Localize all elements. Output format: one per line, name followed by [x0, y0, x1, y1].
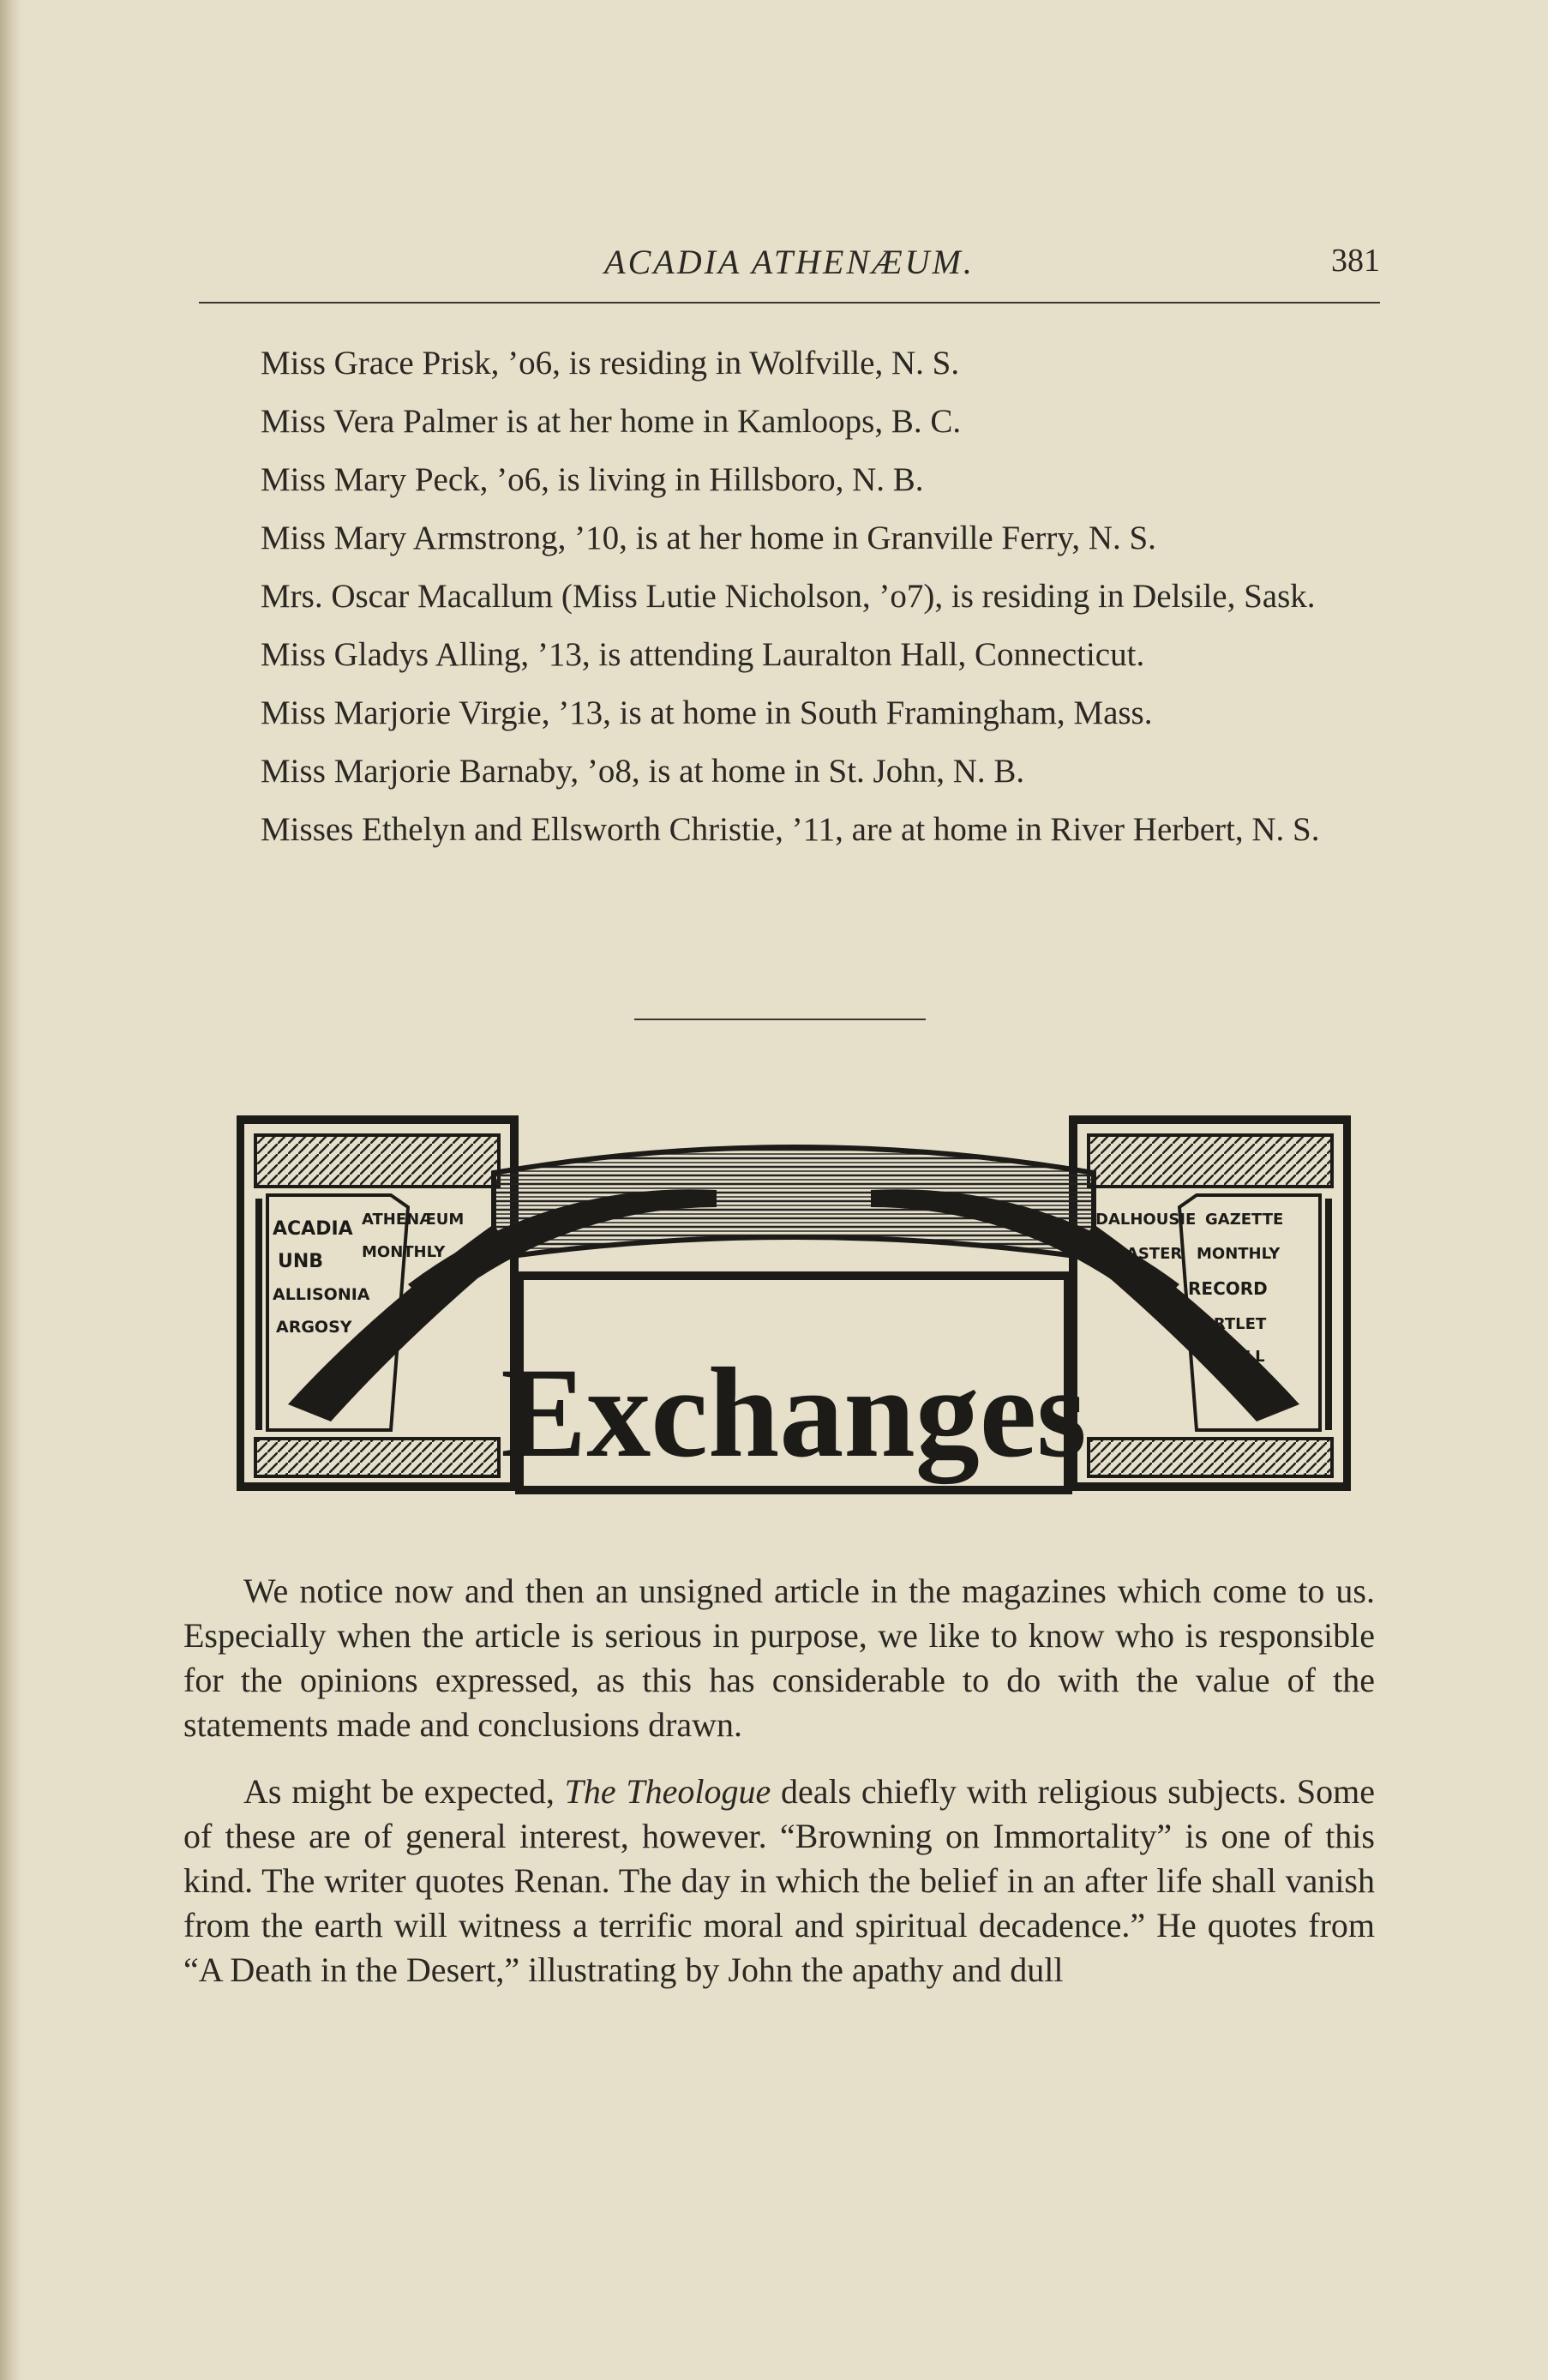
exchanges-heading: Exchanges — [501, 1342, 1087, 1484]
right-book-label: DALHOUSIE — [1095, 1211, 1197, 1229]
page-number: 381 — [1331, 243, 1380, 279]
personal-notes — [199, 341, 1380, 866]
note-item: Miss Marjorie Barnaby, ’o8, is at home in St. John, N. B. — [261, 753, 1025, 790]
article-paragraph — [183, 1770, 1375, 1992]
exchanges-article — [183, 1569, 1375, 2015]
note-item: Miss Mary Armstrong, ’10, is at her home in Granville Ferry, N. S. — [261, 520, 1156, 556]
left-book-label: ALLISONIA — [273, 1285, 370, 1304]
book-spine-shadow — [0, 0, 22, 2380]
article-paragraph: We notice now and then an unsigned article in the magazines which come to us. Especially when the article is serious in purpose, we like to know who is responsible for the opinions expressed, as this has considerable to do with the value of the statements made and conclusions drawn. — [183, 1572, 1375, 1744]
running-title: ACADIA ATHENÆUM. — [604, 243, 975, 281]
note-item: Miss Mary Peck, ’o6, is living in Hillsboro, N. B. — [261, 461, 924, 498]
note-item: Miss Grace Prisk, ’o6, is residing in Wolfville, N. S. — [261, 345, 960, 382]
right-book-label: GAZETTE — [1205, 1211, 1284, 1229]
right-book-label: MARTLET — [1186, 1315, 1267, 1333]
right-book-label: RECORD — [1188, 1278, 1268, 1299]
running-head — [199, 242, 1380, 285]
left-book-label: MONTHLY — [362, 1243, 446, 1261]
text-run: deals chiefly with religious subjects. Some of these are of general interest, however. “Browning on Immortality” is one of this kind. The writer quotes Renan. The day in which the belief in an after life shall vanish from the earth will witness a terrific moral and spiritual decadence.” He quotes from “A Death in the Desert,” illustrating by John the apathy and dull — [183, 1772, 1375, 1989]
publication-title: The Theologue — [564, 1772, 771, 1811]
note-item: Miss Gladys Alling, ’13, is attending Lauralton Hall, Connecticut. — [261, 636, 1145, 673]
left-book-label: ATHENÆUM — [362, 1211, 465, 1229]
right-book-label: MONTHLY — [1197, 1245, 1281, 1263]
note-item: Miss Vera Palmer is at her home in Kamloops, B. C. — [261, 403, 962, 440]
section-divider — [634, 1019, 926, 1020]
note-item: Miss Marjorie Virgie, ’13, is at home in South Framingham, Mass. — [261, 694, 1153, 731]
right-book-label: MASTER — [1111, 1245, 1183, 1263]
left-book-label: UNB — [278, 1251, 324, 1272]
exchanges-illustration — [237, 1113, 1351, 1507]
note-item: Mrs. Oscar Macallum (Miss Lutie Nicholson, ’o7), is residing in Delsile, Sask. — [261, 578, 1316, 615]
right-book-label: ES — [1154, 1281, 1176, 1299]
text-run: As might be expected, — [243, 1772, 565, 1811]
exchanges-banner — [237, 1113, 1351, 1507]
left-book-label: ACADIA — [273, 1218, 353, 1240]
note-item: Misses Ethelyn and Ellsworth Christie, ’11, are at home in River Herbert, N. S. — [261, 811, 1320, 848]
left-book-label: ARGOSY — [276, 1318, 352, 1337]
right-book-label: QUILL — [1214, 1348, 1265, 1366]
header-rule — [199, 302, 1380, 304]
